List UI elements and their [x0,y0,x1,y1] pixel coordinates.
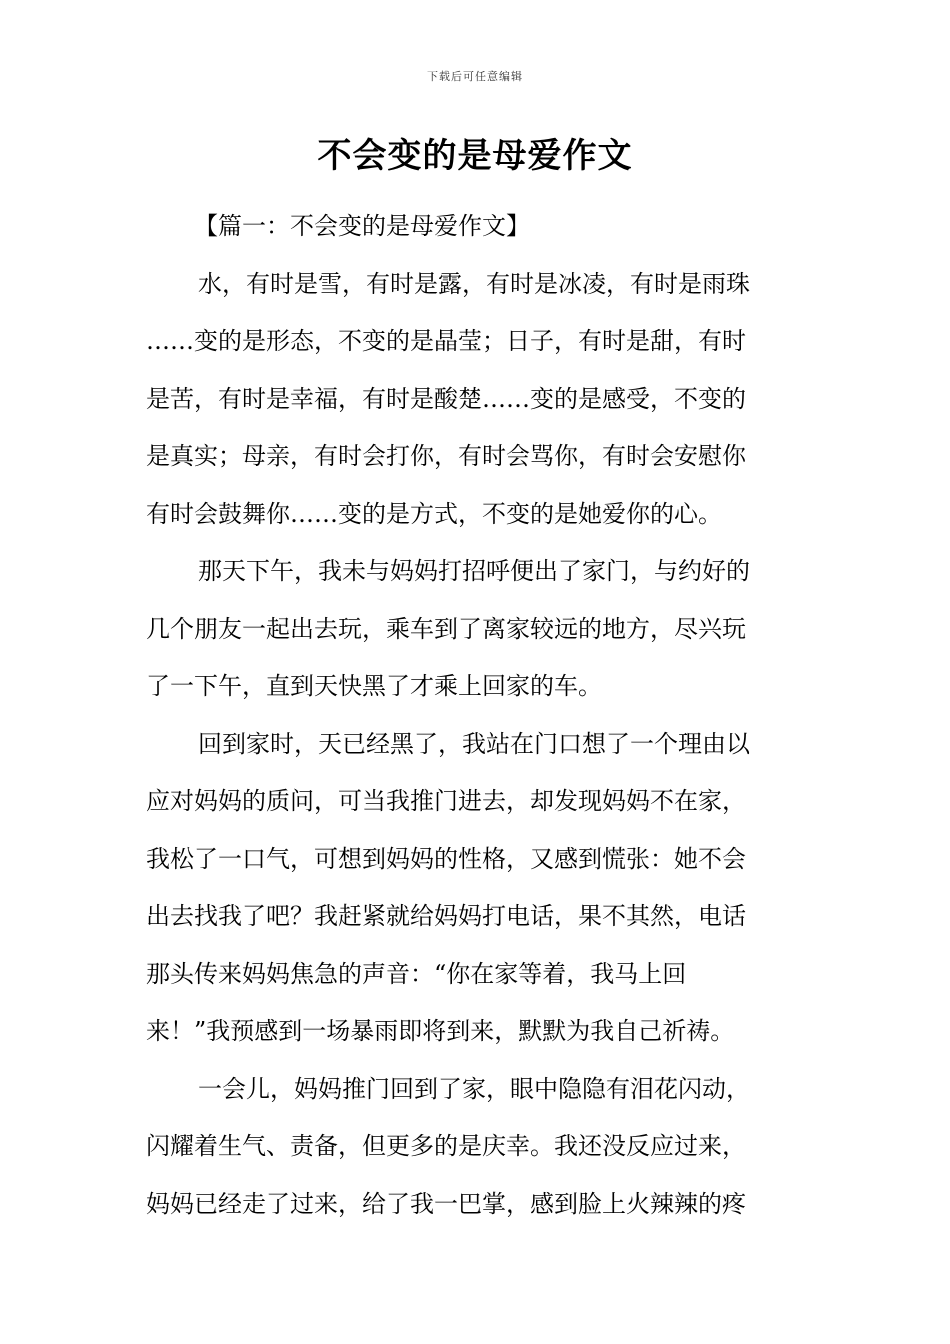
paragraph-line: 妈妈已经走了过来，给了我一巴掌，感到脸上火辣辣的疼 [146,1189,746,1218]
paragraph-1 [146,256,806,544]
paragraph-line: ……变的是形态，不变的是晶莹；日子，有时是甜，有时 [146,327,746,355]
paragraph-2 [146,543,806,716]
header-note: 下载后可任意编辑 [427,70,523,83]
paragraph-line: 一会儿，妈妈推门回到了家，眼中隐隐有泪花闪动， [198,1074,750,1103]
paragraph-line: 了一下午，直到天快黑了才乘上回家的车。 [146,672,602,700]
paragraph-line: 出去找我了吧？我赶紧就给妈妈打电话，果不其然，电话 [146,902,746,930]
paragraph-line: 闪耀着生气、责备，但更多的是庆幸。我还没反应过来， [146,1132,746,1160]
paragraph-4 [146,1061,806,1234]
paragraph-line: 是苦，有时是幸福，有时是酸楚……变的是感受，不变的 [146,384,746,413]
paragraph-line: 来！”我预感到一场暴雨即将到来，默默为我自己祈祷。 [146,1017,735,1045]
document-body [146,198,806,1233]
paragraph-line: 回到家时，天已经黑了，我站在门口想了一个理由以 [198,729,750,758]
paragraph-line: 是真实；母亲，有时会打你，有时会骂你，有时会安慰你 [146,442,746,470]
paragraph-line: 那天下午，我未与妈妈打招呼便出了家门，与约好的 [198,557,750,585]
section-heading: 【篇一：不会变的是母爱作文】 [194,212,530,240]
paragraph-line: 应对妈妈的质问，可当我推门进去，却发现妈妈不在家， [146,787,746,815]
paragraph-line: 那头传来妈妈焦急的声音：“你在家等着，我马上回 [146,959,687,988]
paragraph-3 [146,716,806,1061]
paragraph-line: 我松了一口气，可想到妈妈的性格，又感到慌张：她不会 [146,844,746,873]
paragraph-line: 有时会鼓舞你……变的是方式，不变的是她爱你的心。 [146,499,722,528]
document-title: 不会变的是母爱作文 [317,136,633,176]
paragraph-line: 水，有时是雪，有时是露，有时是冰凌，有时是雨珠 [198,269,750,298]
paragraph-line: 几个朋友一起出去玩，乘车到了离家较远的地方，尽兴玩 [146,614,746,643]
